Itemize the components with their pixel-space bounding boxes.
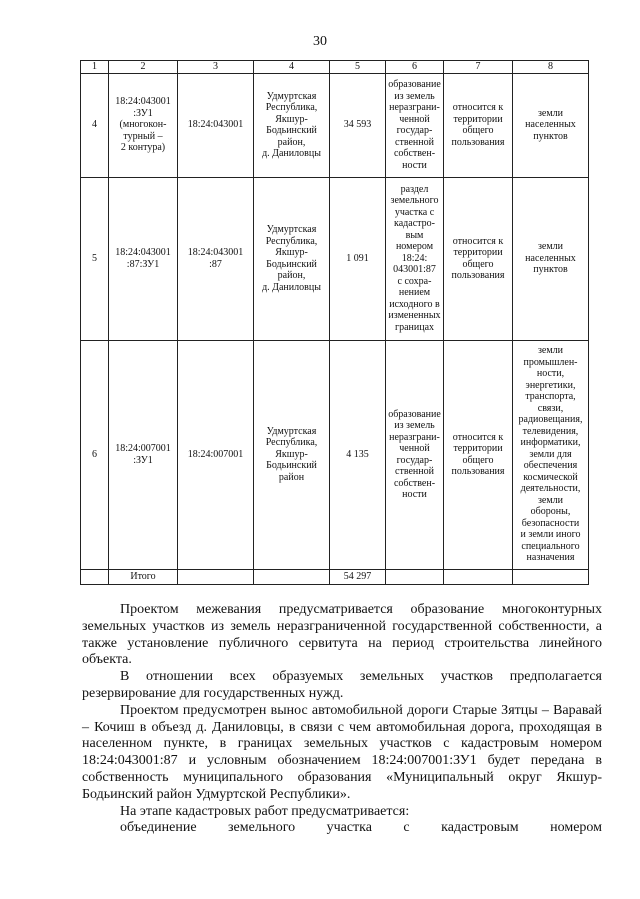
location-cell: Удмуртская Республика, Якшур- Бодьинский район xyxy=(254,340,330,569)
location-cell: Удмуртская Республика, Якшур- Бодьинский район, д. Даниловцы xyxy=(254,73,330,177)
paragraph: На этапе кадастровых работ предусматривается: xyxy=(120,803,410,819)
cadastral-id-cell: 18:24:007001 :ЗУ1 xyxy=(109,340,178,569)
total-empty-cell xyxy=(81,569,109,584)
land-plots-table xyxy=(80,60,589,585)
area-cell: 34 593 xyxy=(330,73,386,177)
column-header: 4 xyxy=(254,61,330,74)
area-cell: 4 135 xyxy=(330,340,386,569)
column-header: 5 xyxy=(330,61,386,74)
paragraph: Проектом межевания предусматривается образование многоконтурных земельных участков из земель неразграниченной государственной собственности, а также установление публичного сервитута на период строительства линейного объекта. xyxy=(82,602,602,668)
column-header: 8 xyxy=(513,61,589,74)
total-empty-cell xyxy=(254,569,330,584)
method-cell: образование из земель неразграни- ченной государ- ственной собствен- ности xyxy=(386,340,444,569)
column-header: 7 xyxy=(444,61,513,74)
table-row xyxy=(81,73,589,177)
row-number: 5 xyxy=(81,177,109,340)
category-cell: земли населенных пунктов xyxy=(513,73,589,177)
paragraph: объединение земельного участка с кадастровым номером xyxy=(120,820,602,836)
method-cell: раздел земельного участка с кадастро- вым номером 18:24: 043001:87 с сохра- нением исходного в измененных границах xyxy=(386,177,444,340)
paragraph: В отношении всех образуемых земельных участков предполагается резервирование для государственных нужд. xyxy=(82,669,602,701)
column-header: 3 xyxy=(178,61,254,74)
column-header: 2 xyxy=(109,61,178,74)
total-area: 54 297 xyxy=(330,569,386,584)
quarter-cell: 18:24:043001 :87 xyxy=(178,177,254,340)
quarter-cell: 18:24:043001 xyxy=(178,73,254,177)
total-empty-cell xyxy=(513,569,589,584)
table-row xyxy=(81,340,589,569)
total-empty-cell xyxy=(386,569,444,584)
area-cell: 1 091 xyxy=(330,177,386,340)
method-cell: образование из земель неразграни- ченной государ- ственной собствен- ности xyxy=(386,73,444,177)
total-row xyxy=(81,569,589,584)
cadastral-id-cell: 18:24:043001 :87:ЗУ1 xyxy=(109,177,178,340)
quarter-cell: 18:24:007001 xyxy=(178,340,254,569)
table-header-row xyxy=(81,61,589,74)
row-number: 6 xyxy=(81,340,109,569)
row-number: 4 xyxy=(81,73,109,177)
column-header: 1 xyxy=(81,61,109,74)
use-cell: относится к территории общего пользования xyxy=(444,73,513,177)
total-empty-cell xyxy=(444,569,513,584)
table-row xyxy=(81,177,589,340)
category-cell: земли промышлен- ности, энергетики, транспорта, связи, радиовещания, телевидения, информатики, земли для обеспечения космической деятельности, земли обороны, безопасности и земли иного специального назначения xyxy=(513,340,589,569)
column-header: 6 xyxy=(386,61,444,74)
page-number: 30 xyxy=(313,34,327,49)
total-label: Итого xyxy=(109,569,178,584)
category-cell: земли населенных пунктов xyxy=(513,177,589,340)
use-cell: относится к территории общего пользования xyxy=(444,340,513,569)
cadastral-id-cell: 18:24:043001 :ЗУ1 (многокон- турный – 2 контура) xyxy=(109,73,178,177)
total-empty-cell xyxy=(178,569,254,584)
use-cell: относится к территории общего пользования xyxy=(444,177,513,340)
paragraph: Проектом предусмотрен вынос автомобильной дороги Старые Зятцы – Варавай – Кочиш в объезд д. Даниловцы, в связи с чем автомобильная дорога, проходящая в населенном пункте, в границах земельных участков с кадастровым номером 18:24:043001:87 и условным обозначением 18:24:007001:ЗУ1 будет передана в собственность муниципального образования «Муниципальный округ Якшур-Бодьинский район Удмуртской Республики». xyxy=(82,702,602,802)
location-cell: Удмуртская Республика, Якшур- Бодьинский район, д. Даниловцы xyxy=(254,177,330,340)
body-text xyxy=(82,602,602,837)
